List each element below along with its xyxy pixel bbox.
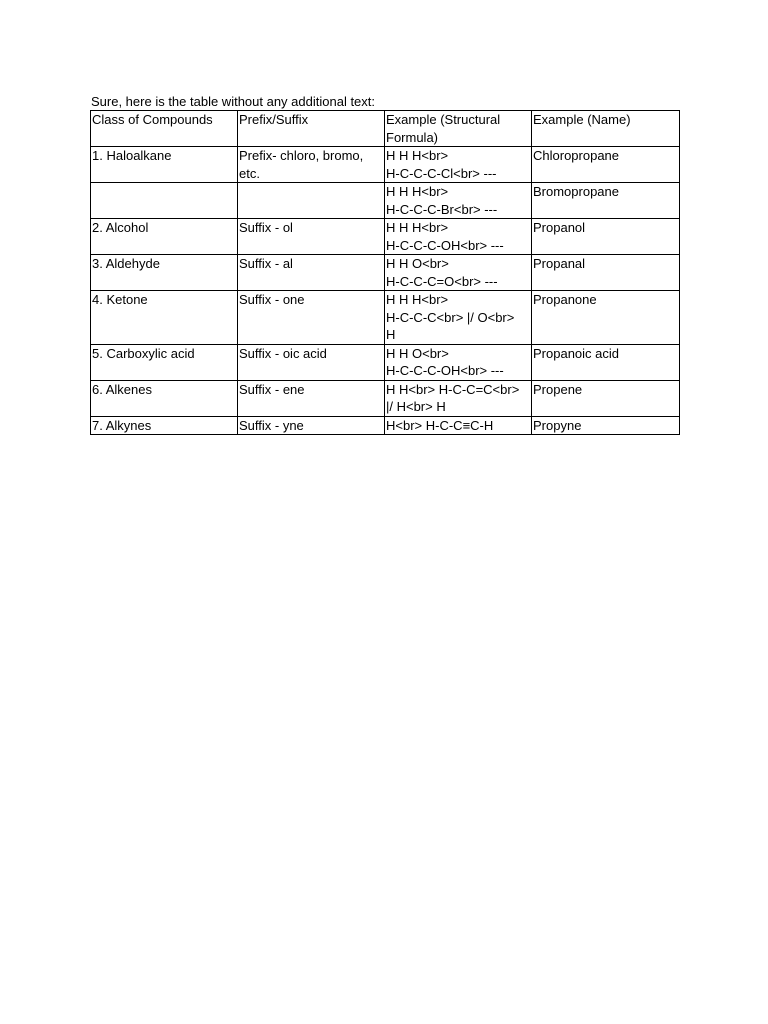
- table-cell: [385, 380, 532, 416]
- table-row: [91, 416, 680, 435]
- table-cell: [91, 344, 238, 380]
- table-row: [91, 344, 680, 380]
- table-cell: [385, 147, 532, 183]
- table-cell: [532, 344, 680, 380]
- table-cell: [91, 380, 238, 416]
- compound-class: 6. Alkenes: [92, 381, 152, 397]
- table-cell: [238, 416, 385, 435]
- table-row: [91, 255, 680, 291]
- table-cell: [532, 147, 680, 183]
- structural-formula: H H H<br> H-C-C-C-Br<br> ---: [386, 184, 498, 217]
- table-header-row: [91, 111, 680, 147]
- header-example-name: Example (Name): [533, 112, 631, 127]
- table-cell: [238, 344, 385, 380]
- example-name: Propyne: [533, 417, 582, 433]
- structural-formula: H H O<br> H-C-C-C-OH<br> ---: [386, 345, 504, 378]
- example-name: Propanone: [533, 292, 597, 307]
- table-cell: [385, 344, 532, 380]
- structural-formula: H H O<br> H-C-C-C=O<br> ---: [386, 256, 498, 289]
- table-cell: [238, 147, 385, 183]
- compound-class: 3. Aldehyde: [92, 256, 160, 271]
- prefix-suffix: Suffix - oic acid: [239, 345, 327, 361]
- table-cell: [532, 380, 680, 416]
- table-cell: [532, 219, 680, 255]
- prefix-suffix: Suffix - al: [239, 256, 293, 271]
- example-name: Propene: [533, 381, 583, 397]
- compound-class: 1. Haloalkane: [92, 148, 172, 163]
- table-row: [91, 291, 680, 345]
- table-cell: [532, 183, 680, 219]
- structural-formula: H H H<br> H-C-C-C-OH<br> ---: [386, 220, 504, 253]
- prefix-suffix: Prefix- chloro, bromo, etc.: [239, 148, 364, 181]
- example-name: Bromopropane: [533, 184, 619, 199]
- table-cell: [238, 380, 385, 416]
- table-cell: [385, 416, 532, 435]
- table-cell: [385, 255, 532, 291]
- table-cell: [91, 416, 238, 435]
- structural-formula: H H<br> H-C-C=C<br> |/ H<br> H: [386, 381, 520, 414]
- prefix-suffix: Suffix - one: [239, 292, 305, 307]
- table-row: [91, 147, 680, 183]
- table-cell: [238, 255, 385, 291]
- compound-class: 5. Carboxylic acid: [92, 345, 195, 361]
- table-row: [91, 219, 680, 255]
- table-cell: [532, 291, 680, 345]
- header-class-of-compounds: Class of Compounds: [92, 112, 213, 127]
- structural-formula: H<br> H-C-C≡C-H: [386, 417, 494, 433]
- organic-compounds-table: [90, 110, 680, 435]
- prefix-suffix: Suffix - ene: [239, 381, 305, 397]
- example-name: Propanol: [533, 220, 586, 235]
- header-prefix-suffix: Prefix/Suffix: [239, 112, 309, 127]
- table-cell: [385, 183, 532, 219]
- table-cell: [91, 291, 238, 345]
- example-name: Propanal: [533, 256, 586, 271]
- table-row: [91, 380, 680, 416]
- prefix-suffix: Suffix - yne: [239, 417, 304, 433]
- structural-formula: H H H<br> H-C-C-C<br> |/ O<br> H: [386, 292, 515, 342]
- table-cell: [238, 183, 385, 219]
- compound-class: 2. Alcohol: [92, 220, 149, 235]
- prefix-suffix: Suffix - ol: [239, 220, 293, 235]
- compound-class: 4. Ketone: [92, 292, 148, 307]
- table-cell: [385, 291, 532, 345]
- table-cell: [532, 255, 680, 291]
- header-cell: [91, 111, 238, 147]
- table-cell: [385, 219, 532, 255]
- intro-text: Sure, here is the table without any additional text:: [91, 94, 376, 109]
- header-cell: [238, 111, 385, 147]
- header-cell: [385, 111, 532, 147]
- table-cell: [238, 219, 385, 255]
- example-name: Chloropropane: [533, 148, 620, 163]
- table-cell: [532, 416, 680, 435]
- header-structural-formula: Example (Structural Formula): [386, 112, 501, 145]
- table-cell: [91, 147, 238, 183]
- structural-formula: H H H<br> H-C-C-C-Cl<br> ---: [386, 148, 497, 181]
- compound-class: 7. Alkynes: [92, 417, 152, 433]
- table-cell: [238, 291, 385, 345]
- table-cell: [91, 183, 238, 219]
- header-cell: [532, 111, 680, 147]
- example-name: Propanoic acid: [533, 345, 619, 361]
- table-cell: [91, 219, 238, 255]
- table-cell: [91, 255, 238, 291]
- table-row: [91, 183, 680, 219]
